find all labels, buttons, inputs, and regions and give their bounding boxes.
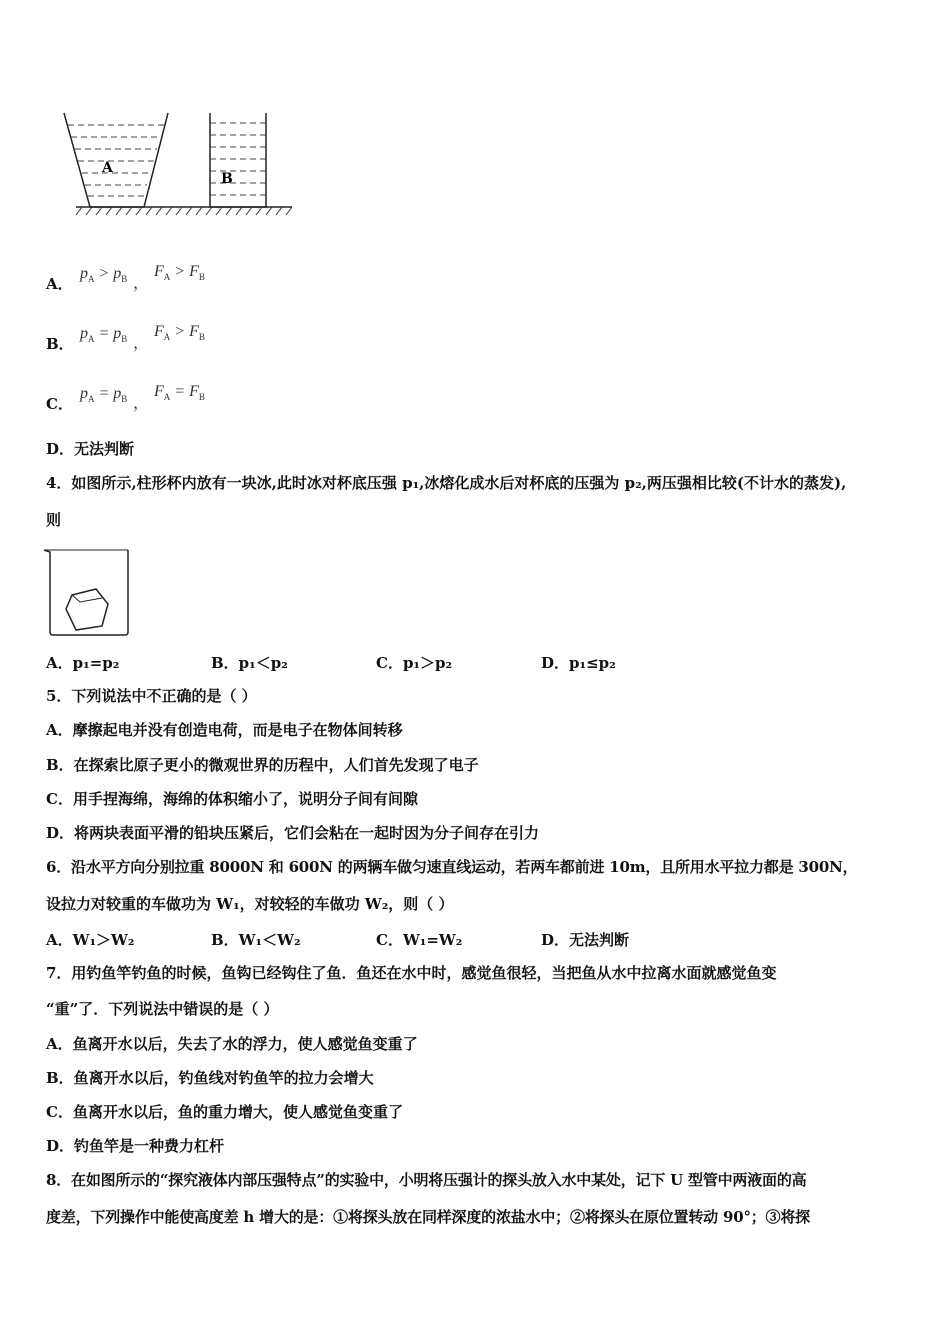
- q6-option-a: A．W₁＞W₂: [46, 931, 135, 949]
- q7-stem-line2: “重”了．下列说法中错误的是（ ）: [46, 1000, 279, 1018]
- comma: ，: [133, 275, 150, 292]
- q7-stem-line1: 7．用钓鱼竿钓鱼的时候，鱼钩已经钩住了鱼．鱼还在水中时，感觉鱼很轻，当把鱼从水中拉离水面就感觉鱼变: [46, 964, 777, 982]
- q4-option-a: A．p₁=p₂: [46, 654, 120, 672]
- q6-stem-line1: 6．沿水平方向分别拉重 8000N 和 600N 的两辆车做匀速直线运动，若两车都前进 10m，且所用水平拉力都是 300N，: [46, 858, 858, 876]
- q6-options: [0, 929, 950, 951]
- q8-stem-line1: 8．在如图所示的“探究液体内部压强特点”的实验中，小明将压强计的探头放入水中某处，记下 U 型管中两液面的高: [46, 1171, 807, 1189]
- pressure-relation: $p_A = p_B$: [80, 385, 128, 405]
- force-relation: $F_A = F_B$: [154, 383, 205, 403]
- beaker-with-ice-figure: [42, 546, 134, 638]
- q5-stem: 5．下列说法中不正确的是（ ）: [46, 687, 257, 705]
- q6-option-b: B．W₁＜W₂: [211, 931, 301, 949]
- q7-option-c: C．鱼离开水以后，鱼的重力增大，使人感觉鱼变重了: [46, 1103, 403, 1121]
- q4-options: [0, 652, 950, 674]
- q5-option-b: B．在探索比原子更小的微观世界的历程中，人们首先发现了电子: [46, 756, 479, 774]
- option-label: B．: [46, 335, 74, 353]
- q4-stem-line2: 则: [46, 511, 62, 529]
- container-b: [210, 113, 266, 207]
- containers-figure: [60, 105, 300, 220]
- q3-option-d: D．无法判断: [46, 440, 135, 458]
- q4-option-b: B．p₁＜p₂: [211, 654, 288, 672]
- q7-option-b: B．鱼离开水以后，钓鱼线对钓鱼竿的拉力会增大: [46, 1069, 374, 1087]
- q4-stem-line1: 4．如图所示,柱形杯内放有一块冰,此时冰对杯底压强 p₁,冰熔化成水后对杯底的压强为 p₂,两压强相比较(不计水的蒸发),: [46, 474, 847, 492]
- container-a-label: A: [102, 160, 113, 176]
- comma: ，: [133, 335, 150, 352]
- q4-option-c: C．p₁＞p₂: [376, 654, 453, 672]
- q5-option-d: D．将两块表面平滑的铅块压紧后，它们会粘在一起时因为分子间存在引力: [46, 824, 540, 842]
- q6-option-c: C．W₁=W₂: [376, 931, 463, 949]
- option-label: C．: [46, 395, 73, 413]
- comma: ，: [133, 395, 150, 412]
- container-b-label: B: [221, 171, 233, 187]
- q7-option-a: A．鱼离开水以后，失去了水的浮力，使人感觉鱼变重了: [46, 1035, 418, 1053]
- force-relation: $F_A > F_B$: [154, 323, 205, 343]
- q6-stem-line2: 设拉力对较重的车做功为 W₁，对较轻的车做功 W₂，则（ ）: [46, 895, 454, 913]
- q5-option-a: A．摩擦起电并没有创造电荷，而是电子在物体间转移: [46, 721, 403, 739]
- container-a: [64, 113, 168, 207]
- force-relation: $F_A > F_B$: [154, 263, 205, 283]
- pressure-relation: $p_A = p_B$: [80, 325, 128, 345]
- q7-option-d: D．钓鱼竿是一种费力杠杆: [46, 1137, 225, 1155]
- q6-option-d: D．无法判断: [541, 931, 630, 949]
- q5-option-c: C．用手捏海绵，海绵的体积缩小了，说明分子间有间隙: [46, 790, 418, 808]
- pressure-relation: $p_A > p_B$: [80, 265, 128, 285]
- ice-cube-icon: [66, 589, 108, 630]
- q8-stem-line2: 度差，下列操作中能使高度差 h 增大的是：①将探头放在同样深度的浓盐水中；②将探头在原位置转动 90°；③将探: [46, 1208, 810, 1226]
- option-label: A．: [46, 275, 73, 293]
- q4-option-d: D．p₁≤p₂: [541, 654, 616, 672]
